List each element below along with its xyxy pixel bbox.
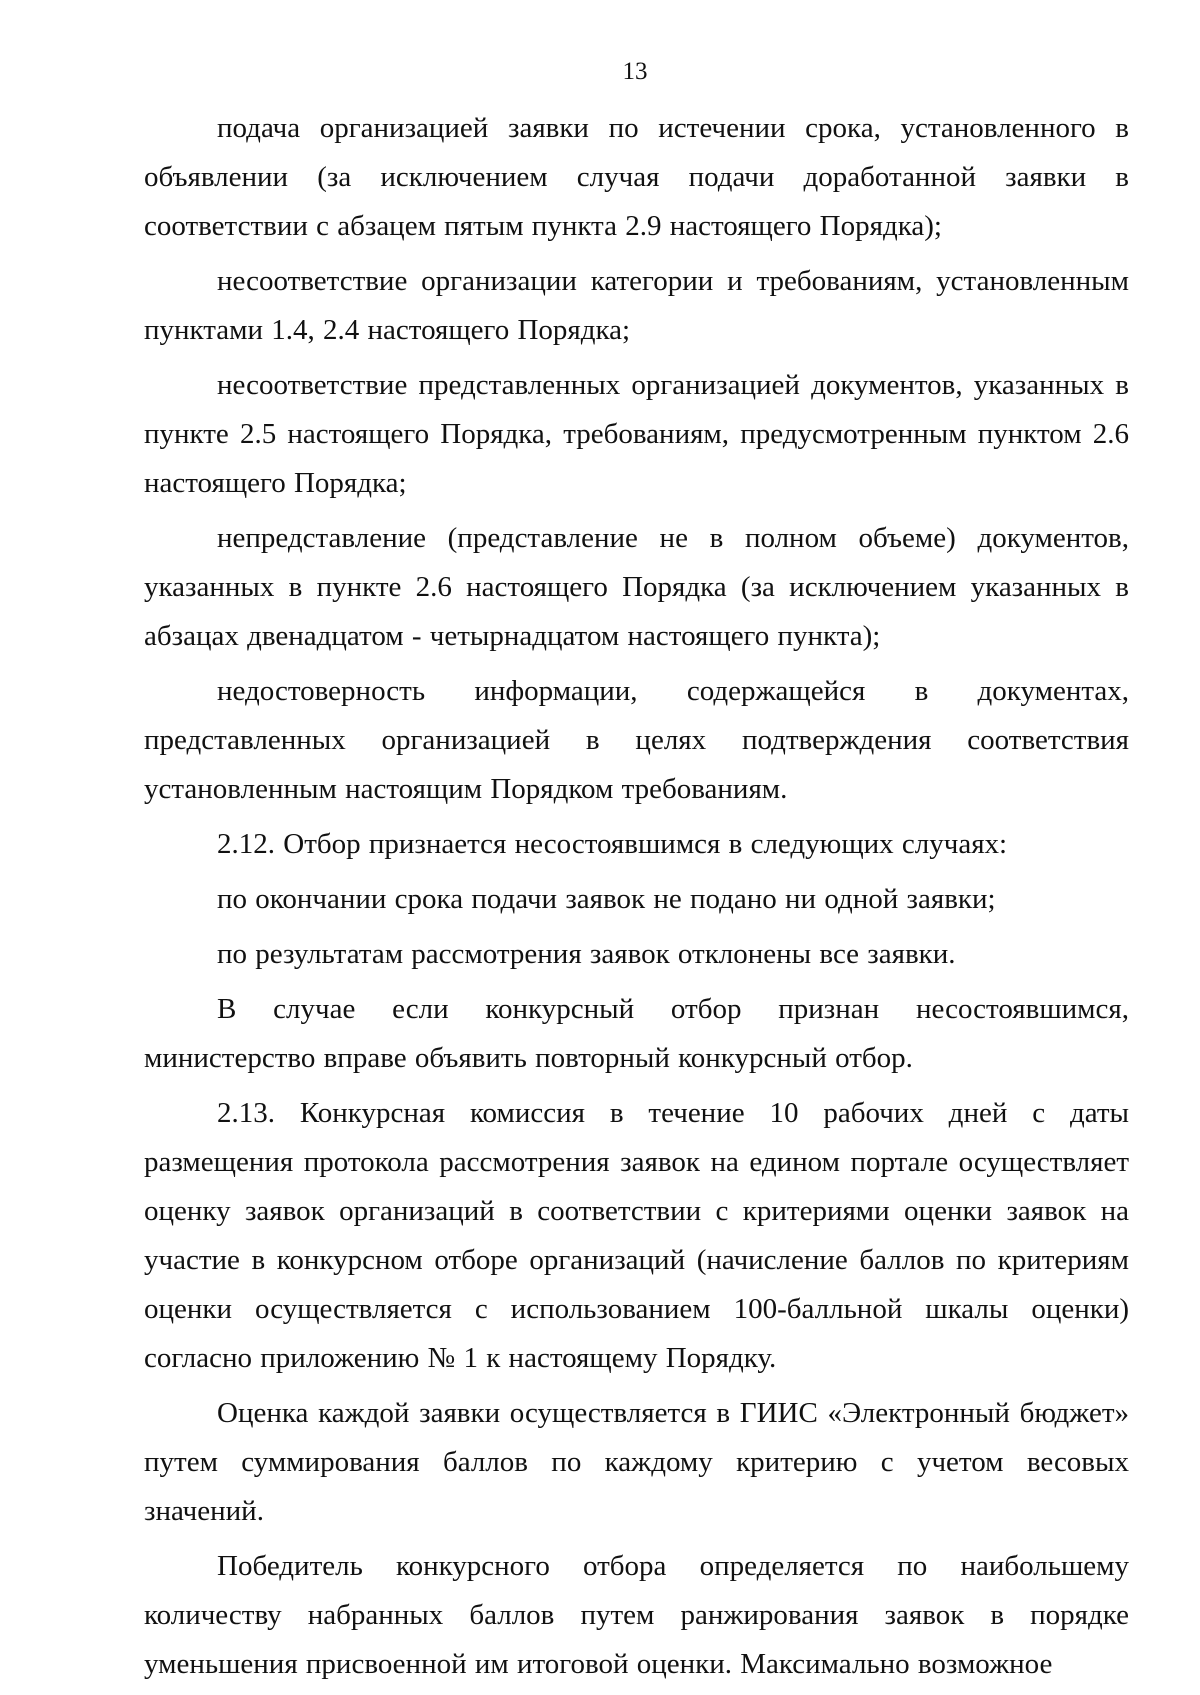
page-number: 13 [622,58,648,85]
paragraph-score-summation: Оценка каждой заявки осуществляется в ГИИС «Электронный бюджет» путем суммирования баллов по каждому критерию с учетом весовых значений. [144,1397,1129,1527]
paragraph-all-rejected: по результатам рассмотрения заявок отклонены все заявки. [217,938,956,970]
paragraph-documents-mismatch: несоответствие представленных организацией документов, указанных в пункте 2.5 настоящего Порядка, требованиям, предусмотренным пунктом 2.6 настоящего Порядка; [144,369,1129,499]
paragraph-winner-determination: Победитель конкурсного отбора определяется по наибольшему количеству набранных баллов путем ранжирования заявок в порядке уменьшения присвоенной им итоговой оценки. Максимально возможное [144,1550,1129,1680]
paragraph-repeat-selection: В случае если конкурсный отбор признан несостоявшимся, министерство вправе объявить повторный конкурсный отбор. [144,993,1129,1074]
paragraph-late-submission: подача организацией заявки по истечении срока, установленного в объявлении (за исключением случая подачи доработанной заявки в соответствии с абзацем пятым пункта 2.9 настоящего Порядка); [144,112,1129,242]
paragraph-category-mismatch: несоответствие организации категории и требованиям, установленным пунктами 1.4, 2.4 настоящего Порядка; [144,265,1129,346]
document-body [144,104,1129,1695]
paragraph-documents-missing: непредставление (представление не в полном объеме) документов, указанных в пункте 2.6 настоящего Порядка (за исключением указанных в абзацах двенадцатом - четырнадцатом настоящего пункта); [144,522,1129,652]
paragraph-2-12-heading: 2.12. Отбор признается несостоявшимся в следующих случаях: [217,828,1008,860]
paragraph-unreliable-info: недостоверность информации, содержащейся в документах, представленных организацией в целях подтверждения соответствия установленным настоящим Порядком требованиям. [144,675,1129,805]
paragraph-2-13-evaluation: 2.13. Конкурсная комиссия в течение 10 рабочих дней с даты размещения протокола рассмотрения заявок на едином портале осуществляет оценку заявок организаций в соответствии с критериями оценки заявок на участие в конкурсном отборе организаций (начисление баллов по критериям оценки осуществляется с использованием 100-балльной шкалы оценки) согласно приложению № 1 к настоящему Порядку. [144,1097,1129,1374]
paragraph-no-applications: по окончании срока подачи заявок не подано ни одной заявки; [217,883,996,915]
